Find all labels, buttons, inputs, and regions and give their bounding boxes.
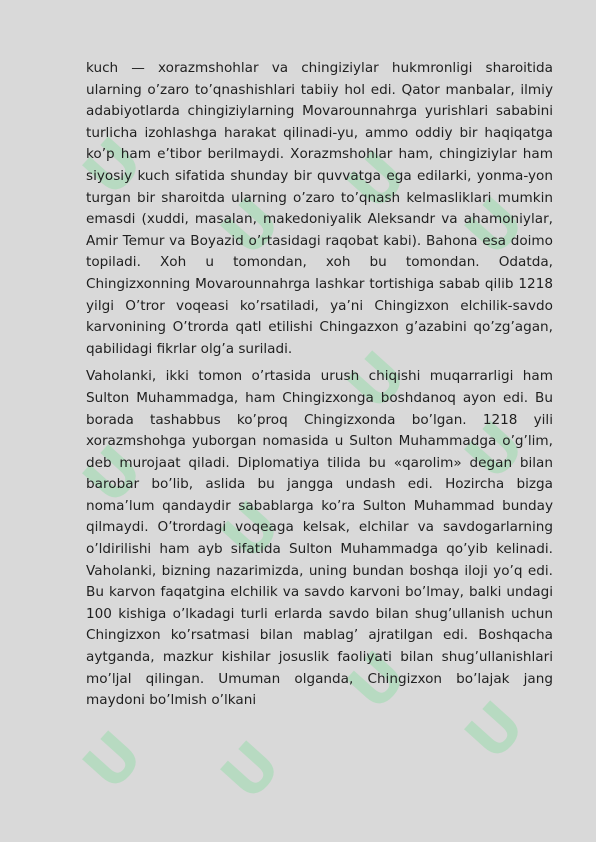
watermark-glyph: U [68, 123, 157, 210]
watermark-glyph: U [206, 183, 295, 270]
watermark-glyph: U [332, 337, 421, 424]
watermark-glyph: U [332, 137, 421, 224]
watermark-glyph: U [206, 727, 295, 814]
watermark-glyph: U [68, 431, 157, 518]
paragraph-2: Vaholanki, ikki tomon o’rtasida urush chiqishi muqarrarligi ham Sulton Muhammadga, ham Chingizxonga boshdanoq ayon edi. Bu borada tashabbus ko’proq Chingizxonda bo’lgan. 1218 yili xorazmshohga yuborgan nomasida u Sulton Muhammadga o’g’lim, deb murojaat qiladi. Diplomatiya tilida bu «qarolim» degan bilan barobar bo’lib, aslida bu jangga undash edi. Hozircha bizga noma’lum qandaydir sabablarga ko’ra Sulton Muhammad bunday qilmaydi. O’trordagi voqeaga kelsak, elchilar va savdogarlarning o’ldirilishi ham ayb sifatida Sulton Muhammadga qo’yib kelinadi. Vaholanki, bizning nazarimizda, uning bundan boshqa iloji yo’q edi. Bu karvon faqatgina elchilik va savdo karvoni bo’lmay, balki undagi 100 kishiga o’lkadagi turli erlarda savdo bilan shug’ullanish uchun Chingizxon ko’rsatmasi bilan mablag’ ajratilgan edi. Boshqacha aytganda, mazkur kishilar josuslik faoliyati bilan shug’ullanishlari mo’ljal qilingan. Umuman olganda, Chingizxon bo’lajak jang maydoni bo’lmish o’lkani [86, 368, 553, 709]
paragraph-1: kuch — xorazmshohlar va chingiziylar hukmronligi sharoitida ularning o’zaro to’qnashishlari tabiiy hol edi. Qator manbalar, ilmiy adabiyotlarda chingiziylarning Movarounnahrga yurishlari sababini turlicha izohlashga harakat qilinadi-yu, ammo oddiy bir haqiqatga ko’p ham e’tibor berilmaydi. Xorazmshohlar ham, chingiziylar ham siyosiy kuch sifatida shunday bir quvvatga ega edilarki, yonma-yon turgan bir sharoitda ularning o’zaro to’qnash kelmasliklari mumkin emasdi (xuddi, masalan, makedoniyalik Aleksandr va ahamoniylar, Amir Temur va Boyazid o’rtasidagi raqobat kabi). Bahona esa doimo topiladi. Xoh u tomondan, xoh bu tomondan. Odatda, Chingizxonning Movarounnahrga lashkar tortishiga sabab qilib 1218 yilgi O’tror voqeasi ko’rsatiladi, ya’ni Chingizxon elchilik-savdo karvonining O’trorda qatl etilishi Chingazxon g’azabini qo’zg’agan, qabilidagi fikrlar olg’a suriladi. [86, 60, 553, 357]
watermark-glyph: U [450, 687, 539, 774]
watermark-glyph: U [450, 407, 539, 494]
watermark-glyph: U [332, 637, 421, 724]
watermark-glyph: U [68, 717, 157, 804]
watermark-glyph: U [450, 183, 539, 270]
watermark-glyph: U [206, 487, 295, 574]
body-text [86, 58, 553, 718]
